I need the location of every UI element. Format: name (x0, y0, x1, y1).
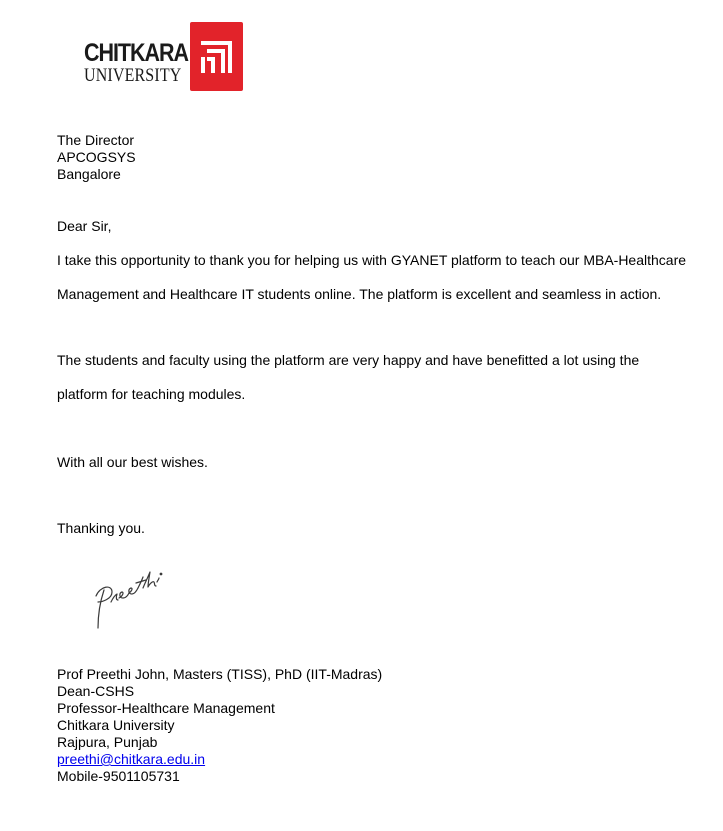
logo-wordmark (84, 40, 188, 86)
signatory-role-professor: Professor-Healthcare Management (57, 700, 275, 716)
recipient-city: Bangalore (57, 166, 121, 182)
email-link[interactable]: preethi@chitkara.edu.in (57, 751, 206, 767)
university-logo (84, 22, 244, 92)
recipient-organization: APCOGSYS (57, 149, 136, 165)
signature-block (57, 666, 382, 785)
wishes-line: With all our best wishes. (57, 454, 208, 470)
logo-line1: CHITKARA (84, 39, 189, 67)
signatory-institution: Chitkara University (57, 717, 175, 733)
paragraph-1: I take this opportunity to thank you for helping us with GYANET platform to teach our MBA-Healthcare Management and Healthcare IT students online. The platform is excellent and seamless in action. (57, 252, 687, 302)
recipient-title: The Director (57, 132, 135, 148)
salutation: Dear Sir, (57, 218, 112, 234)
paragraph-2: The students and faculty using the platform are very happy and have benefitted a lot using the platform for teaching modules. (57, 352, 640, 402)
signatory-role-dean: Dean-CSHS (57, 683, 135, 699)
recipient-address (57, 132, 136, 183)
signatory-location: Rajpura, Punjab (57, 734, 158, 750)
logo-mark-icon (190, 22, 243, 91)
closing-line: Thanking you. (57, 520, 145, 536)
logo-line2: UNIVERSITY (84, 65, 182, 86)
handwritten-signature (86, 566, 176, 636)
signatory-mobile: Mobile-9501105731 (57, 768, 180, 784)
signatory-name: Prof Preethi John, Masters (TISS), PhD (IIT-Madras) (57, 666, 383, 682)
